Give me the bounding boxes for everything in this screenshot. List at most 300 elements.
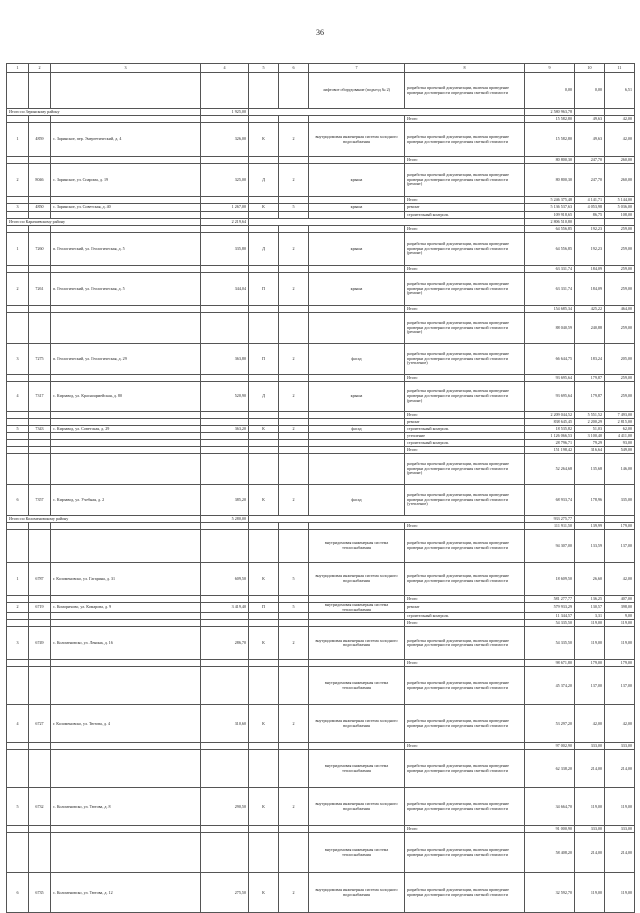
address-cell xyxy=(51,266,201,273)
work-description-cell: разработка проектной документации, включая проведение проверки достоверности определения сметной стоимости xyxy=(405,705,525,743)
work-type-cell: фасад xyxy=(309,485,405,516)
address-cell xyxy=(51,620,201,627)
limit-cost-cell: 119,00 xyxy=(605,627,635,660)
address-cell xyxy=(51,212,201,219)
cost-cell: 151 198,42 xyxy=(525,447,575,454)
unit-cost-cell: 139,99 xyxy=(575,523,605,530)
table-row xyxy=(7,627,635,660)
floors-cell: 2 xyxy=(279,873,309,913)
work-description-cell: Итого xyxy=(405,660,525,667)
unit-cost-cell: 214,00 xyxy=(575,833,605,873)
floors-cell: 2 xyxy=(279,233,309,266)
material-cell: П xyxy=(249,603,279,613)
row-number-cell: 1 xyxy=(7,233,29,266)
row-number-cell xyxy=(7,226,29,233)
floors-cell xyxy=(279,750,309,788)
unit-cost-cell: 192,23 xyxy=(575,233,605,266)
row-number-cell: 3 xyxy=(7,344,29,375)
house-id-cell: 8046 xyxy=(29,164,51,197)
house-id-cell xyxy=(29,266,51,273)
cost-cell: 91 000,90 xyxy=(525,826,575,833)
district-total-cost: 2 806 510,80 xyxy=(525,219,575,226)
row-number-cell: 2 xyxy=(7,273,29,306)
table-row xyxy=(7,226,635,233)
table-row xyxy=(7,197,635,204)
work-type-cell: внутридомовая инженерная система холодного водоснабжения xyxy=(309,627,405,660)
address-cell xyxy=(51,826,201,833)
material-cell xyxy=(249,454,279,485)
work-type-cell: крыша xyxy=(309,233,405,266)
work-description-cell: разработка проектной документации, включая проведение проверки достоверности определения сметной стоимости (ремонт) xyxy=(405,454,525,485)
work-type-cell xyxy=(309,613,405,620)
material-cell xyxy=(249,743,279,750)
unit-cost-cell: 333,00 xyxy=(575,826,605,833)
cost-cell: 98 671,80 xyxy=(525,660,575,667)
table-row xyxy=(7,233,635,266)
area-cell: 363,20 xyxy=(201,426,249,433)
work-description-cell: разработка проектной документации, включая проведение проверки достоверности определения сметной стоимости xyxy=(405,788,525,826)
material-cell xyxy=(249,157,279,164)
unit-cost-cell: 79,29 xyxy=(575,440,605,447)
unit-cost-cell: 333,00 xyxy=(575,743,605,750)
unit-cost-cell: 133,59 xyxy=(575,530,605,563)
row-number-cell: 2 xyxy=(7,603,29,613)
work-description-cell: разработка проектной документации, включая проведение проверки достоверности определения сметной стоимости xyxy=(405,750,525,788)
district-total-area: 1 925,00 xyxy=(201,109,249,116)
unit-cost-cell: 247,70 xyxy=(575,164,605,197)
floors-cell xyxy=(279,419,309,426)
page-number: 36 xyxy=(316,28,324,37)
cost-cell: 15 582,80 xyxy=(525,123,575,157)
row-number-cell: 1 xyxy=(7,563,29,596)
material-cell: К xyxy=(249,705,279,743)
table-row xyxy=(7,596,635,603)
district-total-area: 5 280,00 xyxy=(201,516,249,523)
table-row xyxy=(7,447,635,454)
floors-cell xyxy=(279,613,309,620)
floors-cell: 2 xyxy=(279,485,309,516)
work-description-cell: разработка проектной документации, включая проведение проверки достоверности определения сметной стоимости (утепление) xyxy=(405,485,525,516)
unit-cost-cell: 119,00 xyxy=(575,873,605,913)
floors-cell xyxy=(279,454,309,485)
work-type-cell xyxy=(309,412,405,419)
unit-cost-cell: 3 100,40 xyxy=(575,433,605,440)
cost-cell: 62 338,20 xyxy=(525,750,575,788)
area-cell: 344,04 xyxy=(201,273,249,306)
floors-cell: 2 xyxy=(279,164,309,197)
work-description-cell: строительный контроль xyxy=(405,613,525,620)
unit-cost-cell: 240,88 xyxy=(575,313,605,344)
unit-cost-cell: 178,96 xyxy=(575,485,605,516)
table-row xyxy=(7,563,635,596)
limit-cost-cell: 259,00 xyxy=(605,313,635,344)
work-description-cell: Итого xyxy=(405,523,525,530)
row-number-cell: 6 xyxy=(7,485,29,516)
header-cell: 2 xyxy=(29,64,51,73)
address-cell: г. Коломеновско, ул. Тютова, д. 4 xyxy=(51,705,201,743)
cost-cell: 80 800,30 xyxy=(525,157,575,164)
row-number-cell xyxy=(7,667,29,705)
district-total-label: Итого по Карачаевскому району xyxy=(7,219,201,226)
work-description-cell: разработка проектной документации, включая проведение проверки достоверности определения сметной стоимости xyxy=(405,123,525,157)
area-cell: 326,00 xyxy=(201,123,249,157)
row-number-cell: 5 xyxy=(7,426,29,433)
row-number-cell xyxy=(7,157,29,164)
material-cell xyxy=(249,833,279,873)
address-cell: с. Заринское, ул. Советская, д. 40 xyxy=(51,204,201,212)
floors-cell xyxy=(279,157,309,164)
work-type-cell: внутридомовая инженерная система холодного водоснабжения xyxy=(309,563,405,596)
work-description-cell: разработка проектной документации, включая проведение проверки достоверности определения сметной стоимости (утепление) xyxy=(405,344,525,375)
material-cell xyxy=(249,116,279,123)
area-cell xyxy=(201,212,249,219)
area-cell: 275,50 xyxy=(201,873,249,913)
header-row xyxy=(7,64,635,73)
cost-cell: 64 556,85 xyxy=(525,226,575,233)
table-row xyxy=(7,157,635,164)
limit-cost-cell: 93,00 xyxy=(605,440,635,447)
area-cell xyxy=(201,306,249,313)
row-number-cell xyxy=(7,419,29,426)
house-id-cell: 6735 xyxy=(29,873,51,913)
row-number-cell xyxy=(7,447,29,454)
work-description-cell: Итого xyxy=(405,157,525,164)
address-cell: с. Коломеновско, ул. Ленина, д. 16 xyxy=(51,627,201,660)
work-description-cell: утепление xyxy=(405,433,525,440)
work-description-cell: разработка проектной документации, включая проведение проверки достоверности определения сметной стоимости (ремонт) xyxy=(405,382,525,412)
floors-cell xyxy=(279,620,309,627)
area-cell: 290,50 xyxy=(201,788,249,826)
header-cell: 9 xyxy=(525,64,575,73)
limit-cost-cell: 42,00 xyxy=(605,563,635,596)
house-id-cell xyxy=(29,313,51,344)
address-cell xyxy=(51,447,201,454)
unit-cost-cell: 49,63 xyxy=(575,116,605,123)
address-cell xyxy=(51,197,201,204)
unit-cost-cell: 179,00 xyxy=(575,660,605,667)
unit-cost-cell: 26,60 xyxy=(575,563,605,596)
limit-cost-cell: 205,00 xyxy=(605,344,635,375)
address-cell xyxy=(51,412,201,419)
work-type-cell: внутридомовая инженерная система теплоснабжения xyxy=(309,603,405,613)
unit-cost-cell: 86,75 xyxy=(575,212,605,219)
table-row xyxy=(7,426,635,433)
cost-cell: 93 695,64 xyxy=(525,382,575,412)
floors-cell xyxy=(279,226,309,233)
work-type-cell xyxy=(309,419,405,426)
area-cell xyxy=(201,530,249,563)
district-total-label: Итого по Коломеновскому району xyxy=(7,516,201,523)
empty-cell xyxy=(575,109,605,116)
unit-cost-cell: 49,63 xyxy=(575,123,605,157)
row-number-cell xyxy=(7,660,29,667)
row-number-cell: 4 xyxy=(7,705,29,743)
house-id-cell: 7260 xyxy=(29,233,51,266)
row-number-cell: 3 xyxy=(7,627,29,660)
work-description-cell: ремонт xyxy=(405,204,525,212)
unit-cost-cell: 316,64 xyxy=(575,447,605,454)
floors-cell: 5 xyxy=(279,204,309,212)
cost-cell: 838 645,45 xyxy=(525,419,575,426)
limit-cost-cell: 146,00 xyxy=(605,454,635,485)
unit-cost-cell: 192,23 xyxy=(575,226,605,233)
work-type-cell xyxy=(309,226,405,233)
table-row xyxy=(7,116,635,123)
row-number-cell xyxy=(7,375,29,382)
floors-cell xyxy=(279,743,309,750)
area-cell xyxy=(201,667,249,705)
address-cell xyxy=(51,454,201,485)
area-cell: 363,80 xyxy=(201,344,249,375)
cost-cell: 32 592,70 xyxy=(525,873,575,913)
cost-cell: 63 331,74 xyxy=(525,273,575,306)
material-cell: П xyxy=(249,273,279,306)
area-cell xyxy=(201,375,249,382)
work-type-cell: внутридомовая инженерная система теплоснабжения xyxy=(309,667,405,705)
floors-cell xyxy=(279,596,309,603)
floors-cell: 2 xyxy=(279,382,309,412)
floors-cell xyxy=(279,447,309,454)
table-row xyxy=(7,123,635,157)
cost-cell: 58 408,20 xyxy=(525,833,575,873)
material-cell xyxy=(249,433,279,440)
floors-cell xyxy=(279,306,309,313)
material-cell: К xyxy=(249,123,279,157)
cost-cell: 68 933,74 xyxy=(525,485,575,516)
address-cell: с. Коломеновско, ул. Тютова, д. 8 xyxy=(51,788,201,826)
area-cell: 520,90 xyxy=(201,382,249,412)
floors-cell: 2 xyxy=(279,273,309,306)
table-row xyxy=(7,743,635,750)
work-description-cell: Итого xyxy=(405,375,525,382)
address-cell xyxy=(51,313,201,344)
address-cell xyxy=(51,833,201,873)
material-cell: Д xyxy=(249,233,279,266)
district-total-row xyxy=(7,516,635,523)
cost-cell: 64 556,85 xyxy=(525,233,575,266)
unit-cost-cell: 119,00 xyxy=(575,627,605,660)
floors-cell: 5 xyxy=(279,603,309,613)
limit-cost-cell: 214,00 xyxy=(605,750,635,788)
cost-cell: 63 331,74 xyxy=(525,266,575,273)
limit-cost-cell: 42,00 xyxy=(605,116,635,123)
material-cell xyxy=(249,197,279,204)
material-cell xyxy=(249,660,279,667)
row-number-cell xyxy=(7,613,29,620)
unit-cost-cell: 119,00 xyxy=(575,620,605,627)
area-cell xyxy=(201,313,249,344)
area-cell xyxy=(201,266,249,273)
work-type-cell: крыша xyxy=(309,273,405,306)
cost-cell: 15 582,80 xyxy=(525,116,575,123)
work-description-cell: Итого xyxy=(405,226,525,233)
material-cell xyxy=(249,596,279,603)
table-row xyxy=(7,530,635,563)
work-type-cell xyxy=(309,433,405,440)
address-cell: г. Коломеновско, ул. Гагарина, д. 31 xyxy=(51,563,201,596)
work-description-cell: Итого xyxy=(405,306,525,313)
material-cell: Д xyxy=(249,382,279,412)
work-type-cell xyxy=(309,660,405,667)
work-type-cell xyxy=(309,212,405,219)
material-cell xyxy=(249,375,279,382)
house-id-cell: 6787 xyxy=(29,563,51,596)
work-description-cell: разработка проектной документации, включая проведение проверки достоверности определения сметной стоимости xyxy=(405,530,525,563)
area-cell: 609,50 xyxy=(201,563,249,596)
house-id-cell xyxy=(29,412,51,419)
header-cell: 7 xyxy=(309,64,405,73)
work-type-cell xyxy=(309,375,405,382)
header-cell: 11 xyxy=(605,64,635,73)
floors-cell: 5 xyxy=(279,563,309,596)
row-number-cell: 5 xyxy=(7,788,29,826)
unit-cost-cell: 42,00 xyxy=(575,705,605,743)
house-id-cell xyxy=(29,596,51,603)
empty-cell xyxy=(605,516,635,523)
unit-cost-cell: 214,00 xyxy=(575,750,605,788)
work-description-cell: Итого xyxy=(405,620,525,627)
table-row xyxy=(7,620,635,627)
empty-cell xyxy=(249,516,525,523)
house-id-cell xyxy=(29,197,51,204)
work-type-cell: внутридомовая инженерная система теплоснабжения xyxy=(309,833,405,873)
work-description-cell: ремонт xyxy=(405,419,525,426)
cost-cell: 5 246 375,48 xyxy=(525,197,575,204)
unit-cost-cell: 184,09 xyxy=(575,273,605,306)
district-total-cost: 2 580 963,78 xyxy=(525,109,575,116)
work-description-cell: Итого xyxy=(405,826,525,833)
work-description-cell: разработка проектной документации, включая проведение проверки достоверности определения сметной стоимости xyxy=(405,873,525,913)
table-row xyxy=(7,419,635,426)
area-cell xyxy=(201,750,249,788)
table-row xyxy=(7,164,635,197)
area-cell xyxy=(201,197,249,204)
floors-cell xyxy=(279,313,309,344)
material-cell xyxy=(249,212,279,219)
work-type-cell xyxy=(309,523,405,530)
table-row xyxy=(7,313,635,344)
house-id-cell: 6727 xyxy=(29,705,51,743)
floors-cell xyxy=(279,375,309,382)
district-total-area: 2 219,64 xyxy=(201,219,249,226)
empty-cell xyxy=(249,109,525,116)
row-number-cell: 4 xyxy=(7,382,29,412)
material-cell xyxy=(249,440,279,447)
row-number-cell: 3 xyxy=(7,204,29,212)
limit-cost-cell: 333,00 xyxy=(605,826,635,833)
material-cell xyxy=(249,613,279,620)
table-row xyxy=(7,212,635,219)
cost-cell: 0,00 xyxy=(525,73,575,109)
work-type-cell: внутридомовая инженерная система холодного водоснабжения xyxy=(309,705,405,743)
house-id-cell: 6719 xyxy=(29,603,51,613)
empty-cell xyxy=(249,219,525,226)
house-id-cell xyxy=(29,306,51,313)
cost-cell: 111 911,50 xyxy=(525,523,575,530)
table-row xyxy=(7,485,635,516)
work-description-cell: строительный контроль xyxy=(405,212,525,219)
floors-cell: 2 xyxy=(279,788,309,826)
limit-cost-cell: 259,00 xyxy=(605,226,635,233)
district-total-row xyxy=(7,219,635,226)
table-row xyxy=(7,613,635,620)
table-row xyxy=(7,440,635,447)
work-type-cell xyxy=(309,306,405,313)
cost-cell: 52 264,68 xyxy=(525,454,575,485)
cost-cell: 54 335,50 xyxy=(525,620,575,627)
floors-cell xyxy=(279,433,309,440)
table-row xyxy=(7,750,635,788)
house-id-cell: 7357 xyxy=(29,485,51,516)
unit-cost-cell: 119,00 xyxy=(575,788,605,826)
work-type-cell: внутридомовая инженерная система теплоснабжения xyxy=(309,750,405,788)
material-cell xyxy=(249,266,279,273)
table-row xyxy=(7,660,635,667)
house-id-cell: 6749 xyxy=(29,627,51,660)
work-type-cell xyxy=(309,620,405,627)
cost-cell: 5 136 537,63 xyxy=(525,204,575,212)
work-type-cell: внутридомовая инженерная система холодного водоснабжения xyxy=(309,123,405,157)
area-cell xyxy=(201,454,249,485)
unit-cost-cell: 51,03 xyxy=(575,426,605,433)
unit-cost-cell: 136,25 xyxy=(575,596,605,603)
address-cell: с. Коломеновско, ул. Тютова, д. 12 xyxy=(51,873,201,913)
material-cell: К xyxy=(249,788,279,826)
material-cell: К xyxy=(249,204,279,212)
cost-cell: 80 800,30 xyxy=(525,164,575,197)
cost-cell: 53 297,20 xyxy=(525,705,575,743)
unit-cost-cell: 425,22 xyxy=(575,306,605,313)
floors-cell xyxy=(279,667,309,705)
limit-cost-cell: 260,00 xyxy=(605,164,635,197)
work-description-cell: разработка проектной документации, включая проведение проверки достоверности определения сметной стоимости (ремонт) xyxy=(405,313,525,344)
unit-cost-cell: 130,57 xyxy=(575,603,605,613)
table-row xyxy=(7,454,635,485)
area-cell: 325,00 xyxy=(201,164,249,197)
material-cell xyxy=(249,530,279,563)
work-type-cell xyxy=(309,157,405,164)
material-cell: П xyxy=(249,344,279,375)
material-cell: К xyxy=(249,485,279,516)
work-type-cell xyxy=(309,197,405,204)
house-id-cell: 4859 xyxy=(29,123,51,157)
house-id-cell xyxy=(29,454,51,485)
limit-cost-cell: 259,00 xyxy=(605,273,635,306)
unit-cost-cell: 183,24 xyxy=(575,344,605,375)
area-cell xyxy=(201,440,249,447)
limit-cost-cell: 4 411,00 xyxy=(605,433,635,440)
unit-cost-cell: 4 141,71 xyxy=(575,197,605,204)
floors-cell xyxy=(279,660,309,667)
house-id-cell xyxy=(29,226,51,233)
limit-cost-cell: 2 815,00 xyxy=(605,419,635,426)
unit-cost-cell: 179,87 xyxy=(575,375,605,382)
work-type-cell xyxy=(309,447,405,454)
address-cell xyxy=(51,523,201,530)
material-cell xyxy=(249,313,279,344)
address-cell xyxy=(51,226,201,233)
house-id-cell xyxy=(29,157,51,164)
row-number-cell xyxy=(7,530,29,563)
area-cell: 3 419,40 xyxy=(201,603,249,613)
cost-cell: 109 918,65 xyxy=(525,212,575,219)
limit-cost-cell: 5 036,00 xyxy=(605,204,635,212)
table-row xyxy=(7,523,635,530)
house-id-cell xyxy=(29,433,51,440)
house-id-cell xyxy=(29,212,51,219)
house-id-cell xyxy=(29,73,51,109)
limit-cost-cell: 179,00 xyxy=(605,660,635,667)
